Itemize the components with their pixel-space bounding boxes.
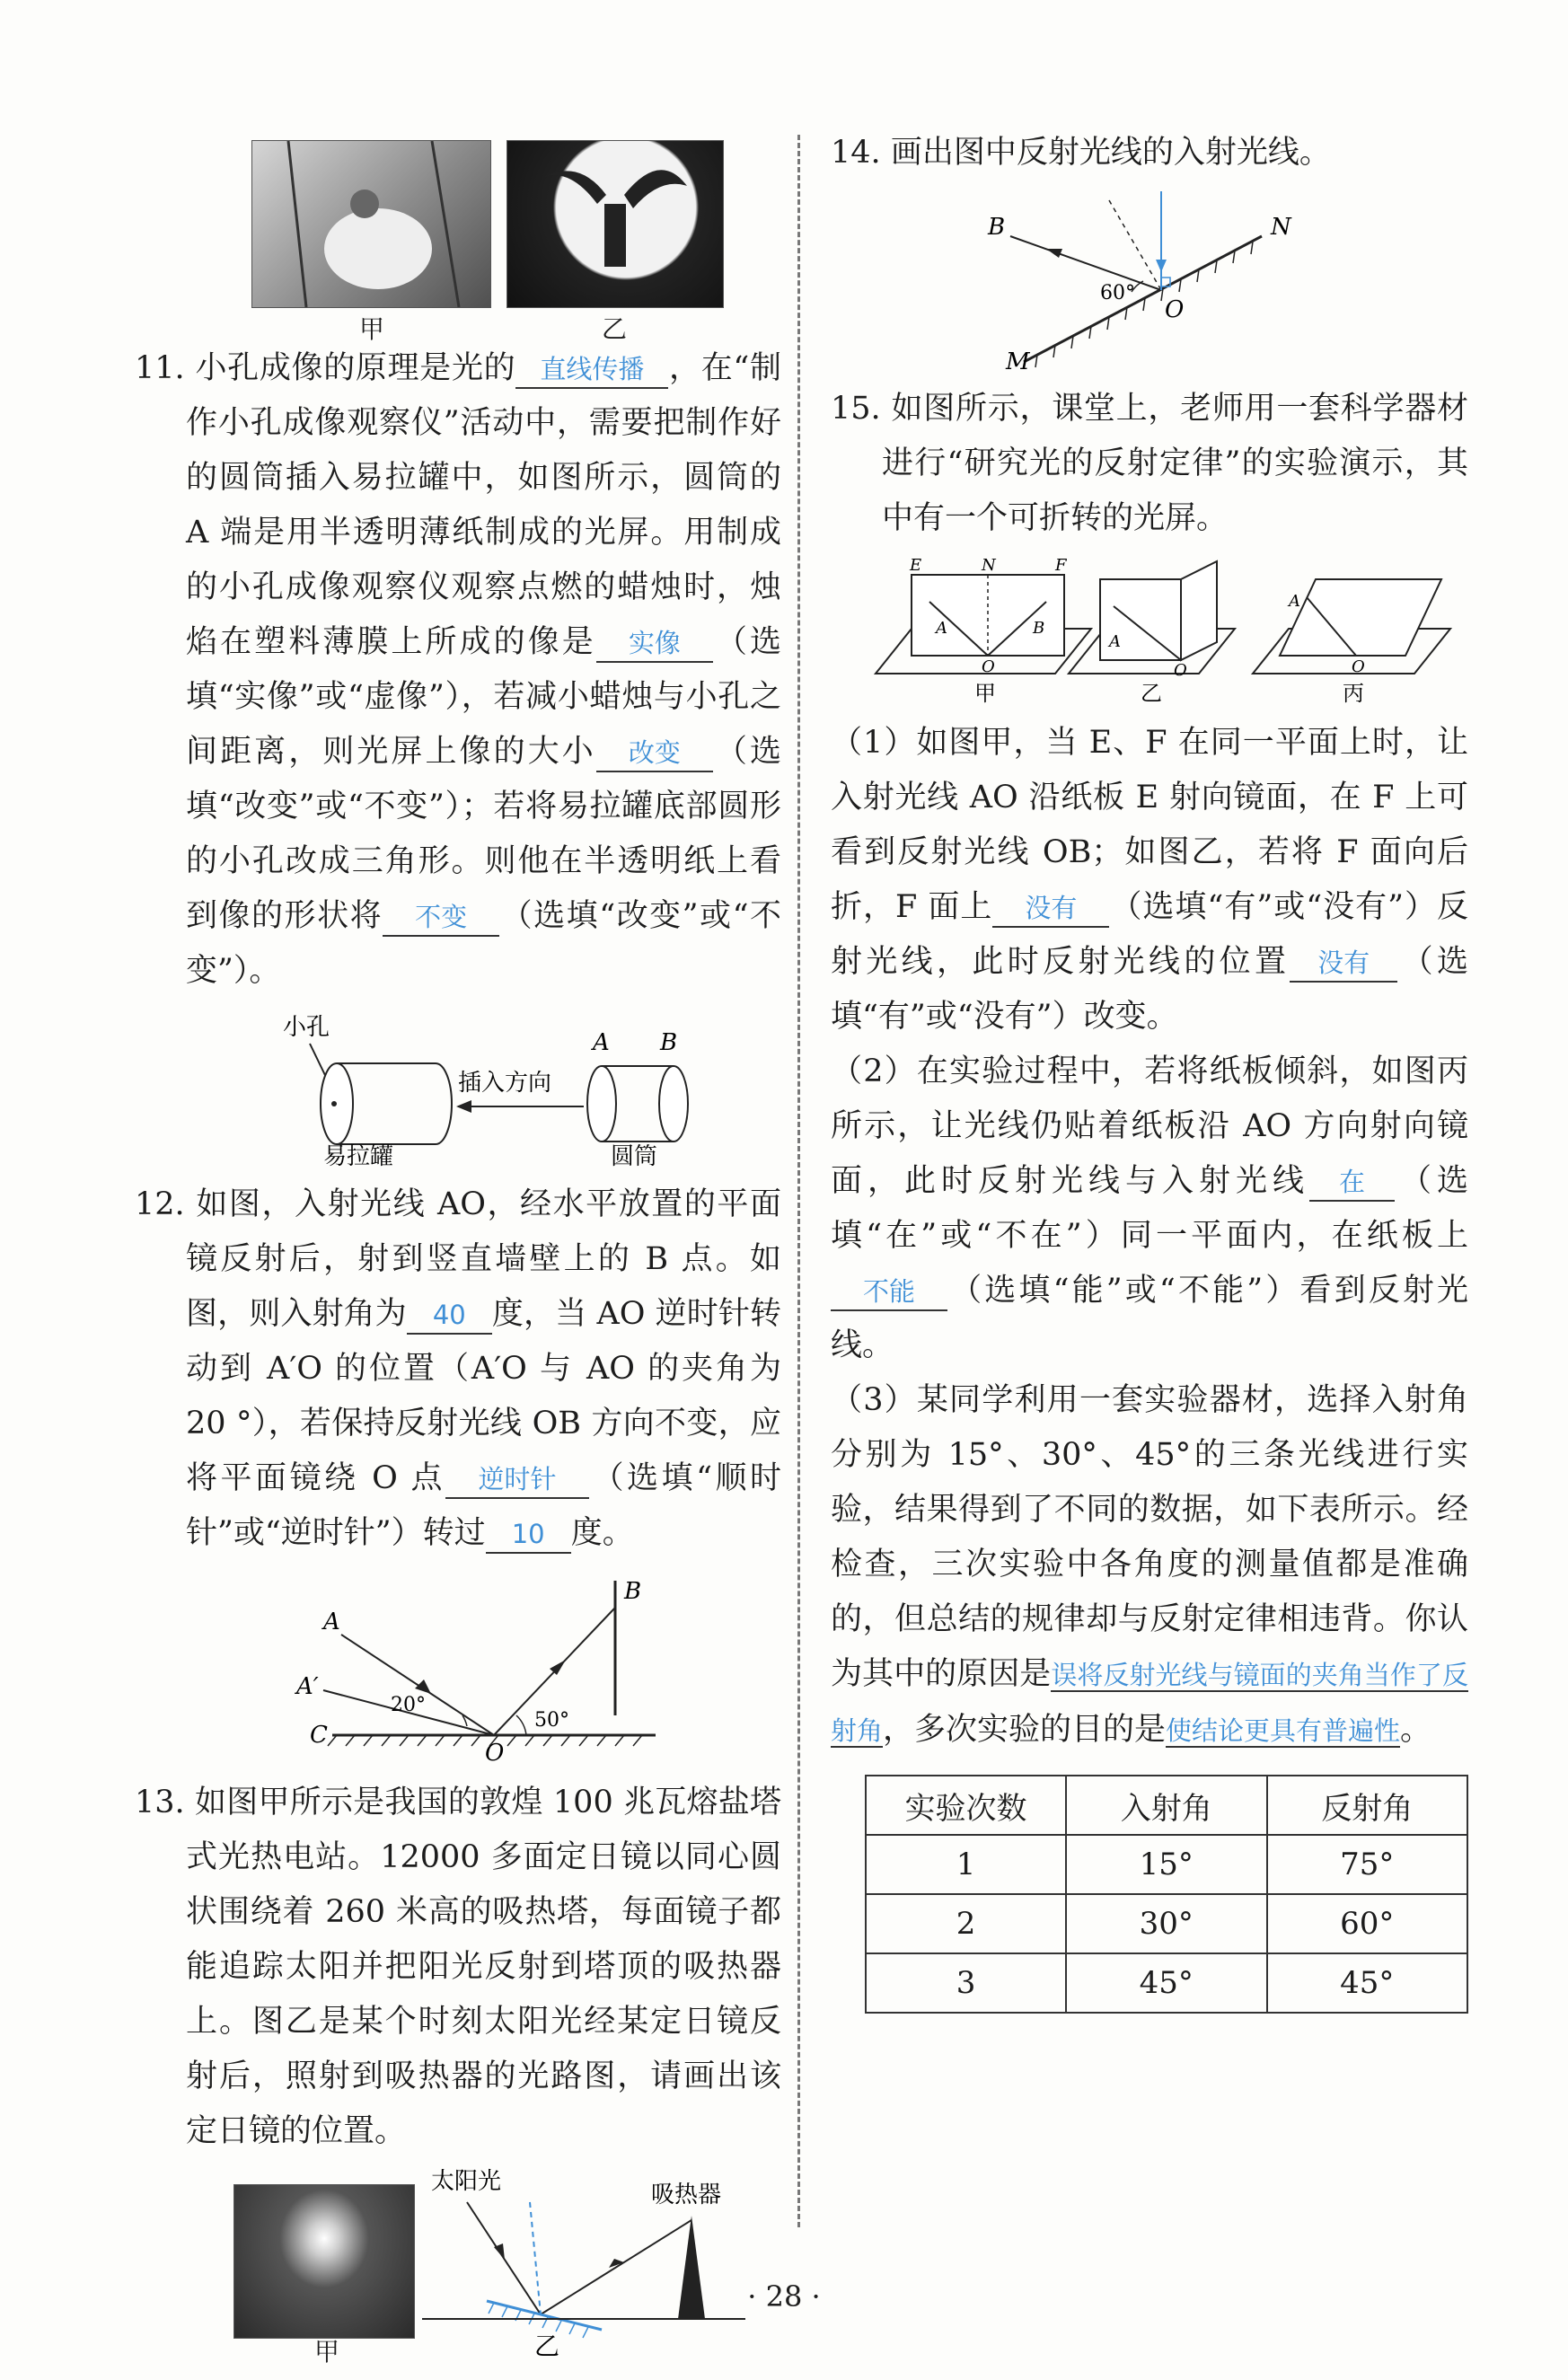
q11-text-1: 小孔成像的原理是光的 — [195, 350, 516, 386]
label-o: O — [982, 657, 995, 676]
label-a: A — [323, 1609, 340, 1635]
question-12 — [135, 1177, 781, 1561]
label-a-3: A — [1289, 592, 1300, 611]
table-row — [866, 1835, 1467, 1894]
question-15 — [831, 382, 1468, 546]
label-e: E — [910, 557, 922, 575]
q13-text: 如图甲所示是我国的敦煌 100 兆瓦熔盐塔式光热电站。12000 多面定日镜以同心圆状围绕着 260 米高的吸热塔，每面镜子都能追踪太阳并把阳光反射到塔顶的吸热器上。图乙是某个时刻太阳光经某定日镜反射后，照射到吸热器的光路图，请画出该定日镜的位置。 — [186, 1785, 781, 2149]
label-m: M — [1006, 348, 1030, 371]
q15-p3-answer-1[interactable]: 误将反射光线与镜面的夹角当作了反射角 — [831, 1660, 1468, 1746]
label-absorber: 吸热器 — [651, 2182, 722, 2208]
table-header-row — [866, 1776, 1467, 1835]
top-figure-caption-left: 甲 — [359, 314, 385, 344]
label-hole: 小孔 — [283, 1014, 330, 1041]
label-tube: 圆筒 — [611, 1143, 658, 1167]
label-a: A — [593, 1029, 610, 1056]
q15-intro: 如图所示，课堂上，老师用一套科学器材进行“研究光的反射定律”的实验演示，其中有一个可折转的光屏。 — [882, 391, 1468, 536]
pinhole-figure — [135, 1009, 781, 1167]
q15-p1-text-2: （选填“有”或“没有”）反射光线，此时反射光线的位置 — [831, 889, 1468, 980]
table-cell: 45° — [1267, 1953, 1467, 2013]
q15-part-3 — [831, 1373, 1468, 1759]
q14-figure — [831, 191, 1468, 371]
q12-answer-1[interactable]: 40 — [407, 1297, 492, 1335]
label-angle-60: 60° — [1100, 282, 1135, 304]
label-b: B — [988, 214, 1006, 241]
label-sunlight: 太阳光 — [431, 2168, 502, 2195]
question-number: 14. — [831, 135, 881, 171]
question-11 — [135, 341, 781, 999]
table-cell: 75° — [1267, 1835, 1467, 1894]
q15-part-1 — [831, 716, 1468, 1045]
right-column — [831, 126, 1468, 2014]
q15-p2-answer-2[interactable]: 不能 — [831, 1274, 947, 1311]
q15-p2-answer-1[interactable]: 在 — [1309, 1164, 1395, 1202]
label-o-2: O — [1174, 661, 1187, 680]
table-cell: 3 — [866, 1953, 1066, 2013]
question-14 — [831, 126, 1468, 181]
q15-p3-text-3: 。 — [1400, 1712, 1432, 1748]
label-b: B — [660, 1029, 678, 1056]
solar-caption-left: 甲 — [314, 2337, 340, 2367]
q15-p3-text-1: （3）某同学利用一套实验器材，选择入射角分别为 15°、30°、45°的三条光线进行实验，结果得到了不同的数据，如下表所示。经检查，三次实验中各角度的测量值都是准确的，但总结的规律却与反射定律相违背。你认为其中的原因是 — [831, 1382, 1468, 1692]
table-cell: 2 — [866, 1894, 1066, 1953]
table-cell: 1 — [866, 1835, 1066, 1894]
label-o-3: O — [1352, 657, 1365, 676]
table-header-cell: 反射角 — [1267, 1776, 1467, 1835]
q12-text-2: 度，当 AO 逆时针转动到 A′O 的位置（A′O 与 AO 的夹角为 20 °），若保持反射光线 OB 方向不变，应将平面镜绕 O 点 — [186, 1296, 781, 1496]
question-13 — [135, 1776, 781, 2159]
label-a-prime: A′ — [296, 1673, 319, 1700]
q12-answer-3[interactable]: 10 — [486, 1516, 571, 1554]
q12-text-1: 如图，入射光线 AO，经水平放置的平面镜反射后，射到竖直墙壁上的 B 点。如图，则入射角为 — [186, 1186, 781, 1332]
table-header-cell: 实验次数 — [866, 1776, 1066, 1835]
q15-part-2 — [831, 1045, 1468, 1373]
top-figure-caption-right: 乙 — [602, 314, 628, 344]
column-divider — [797, 135, 800, 2227]
label-b: B — [624, 1578, 642, 1605]
q11-answer-2[interactable]: 实像 — [596, 625, 713, 663]
table-row — [866, 1894, 1467, 1953]
q15-p2-text-1: （2）在实验过程中，若将纸板倾斜，如图丙所示，让光线仍贴着纸板沿 AO 方向射向镜面，此时反射光线与入射光线 — [831, 1053, 1468, 1199]
label-a-2: A — [1109, 632, 1121, 651]
caption-1: 甲 — [974, 681, 996, 705]
photo-dancer — [507, 140, 724, 308]
q12-answer-2[interactable]: 逆时针 — [445, 1461, 589, 1499]
q15-p3-answer-2[interactable]: 使结论更具有普遍性 — [1166, 1715, 1401, 1746]
label-angle-50: 50° — [534, 1709, 569, 1732]
table-cell: 15° — [1066, 1835, 1266, 1894]
label-c: C — [310, 1722, 328, 1749]
q15-p1-answer-1[interactable]: 没有 — [992, 890, 1109, 928]
table-cell: 45° — [1066, 1953, 1266, 2013]
table-row — [866, 1953, 1467, 2013]
label-can: 易拉罐 — [323, 1143, 394, 1167]
q15-p2-text-2: （选填“在”或“不在”）同一平面内，在纸板上 — [831, 1163, 1468, 1254]
q15-p2-text-3: （选填“能”或“不能”）看到反射光线。 — [831, 1273, 1468, 1363]
q11-answer-1[interactable]: 直线传播 — [515, 351, 668, 389]
q15-p1-text-1: （1）如图甲，当 E、F 在同一平面上时，让入射光线 AO 沿纸板 E 射向镜面，在 F 上可看到反射光线 OB；如图乙，若将 F 面向后折，F 面上 — [831, 725, 1468, 925]
label-f: F — [1055, 557, 1067, 575]
table-header-cell: 入射角 — [1066, 1776, 1266, 1835]
top-figure — [135, 126, 781, 344]
label-o: O — [1165, 296, 1185, 323]
label-o: O — [485, 1740, 505, 1765]
q11-text-5: （选填“改变”或“不变”）。 — [186, 898, 781, 989]
label-direction: 插入方向 — [458, 1070, 552, 1097]
solar-figure — [135, 2166, 781, 2367]
question-number: 15. — [831, 391, 881, 427]
label-n: N — [1271, 214, 1291, 241]
q12-text-3: （选填“顺时针”或“逆时针”）转过 — [186, 1460, 781, 1551]
caption-3: 丙 — [1343, 681, 1364, 705]
q15-figure — [831, 557, 1468, 705]
q11-answer-4[interactable]: 不变 — [383, 899, 499, 937]
solar-caption-right: 乙 — [534, 2332, 560, 2361]
label-angle-20: 20° — [391, 1694, 426, 1716]
q15-p1-answer-2[interactable]: 没有 — [1290, 945, 1397, 983]
caption-2: 乙 — [1141, 681, 1162, 705]
left-column — [135, 126, 781, 2375]
table-cell: 30° — [1066, 1894, 1266, 1953]
q14-text: 画出图中反射光线的入射光线。 — [890, 135, 1331, 171]
mirror-figure — [135, 1572, 781, 1765]
q11-text-3: （选填“实像”或“虚像”），若减小蜡烛与小孔之间距离，则光屏上像的大小 — [186, 624, 781, 770]
q11-text-2: ，在“制作小孔成像观察仪”活动中，需要把制作好的圆筒插入易拉罐中，如图所示，圆筒的 A 端是用半透明薄纸制成的光屏。用制成的小孔成像观察仪观察点燃的蜡烛时，烛焰在塑料薄膜上所成的像是 — [186, 350, 781, 660]
q15-data-table — [865, 1775, 1468, 2014]
q12-text-4: 度。 — [570, 1515, 634, 1551]
table-cell: 60° — [1267, 1894, 1467, 1953]
question-number: 13. — [135, 1785, 185, 1820]
label-n: N — [982, 557, 996, 575]
photo-poet — [251, 140, 491, 308]
question-number: 11. — [135, 350, 185, 386]
label-a: A — [936, 619, 947, 638]
q15-p3-text-2: ，多次实验的目的是 — [883, 1712, 1167, 1748]
q11-text-4: （选填“改变”或“不变”）；若将易拉罐底部圆形的小孔改成三角形。则他在半透明纸上看到像的形状将 — [186, 734, 781, 934]
question-number: 12. — [135, 1186, 185, 1222]
page-number: · 28 · — [747, 2279, 821, 2314]
q11-answer-3[interactable]: 改变 — [596, 735, 713, 772]
label-b: B — [1033, 619, 1045, 638]
q15-p1-text-3: （选填“有”或“没有”）改变。 — [831, 944, 1468, 1035]
